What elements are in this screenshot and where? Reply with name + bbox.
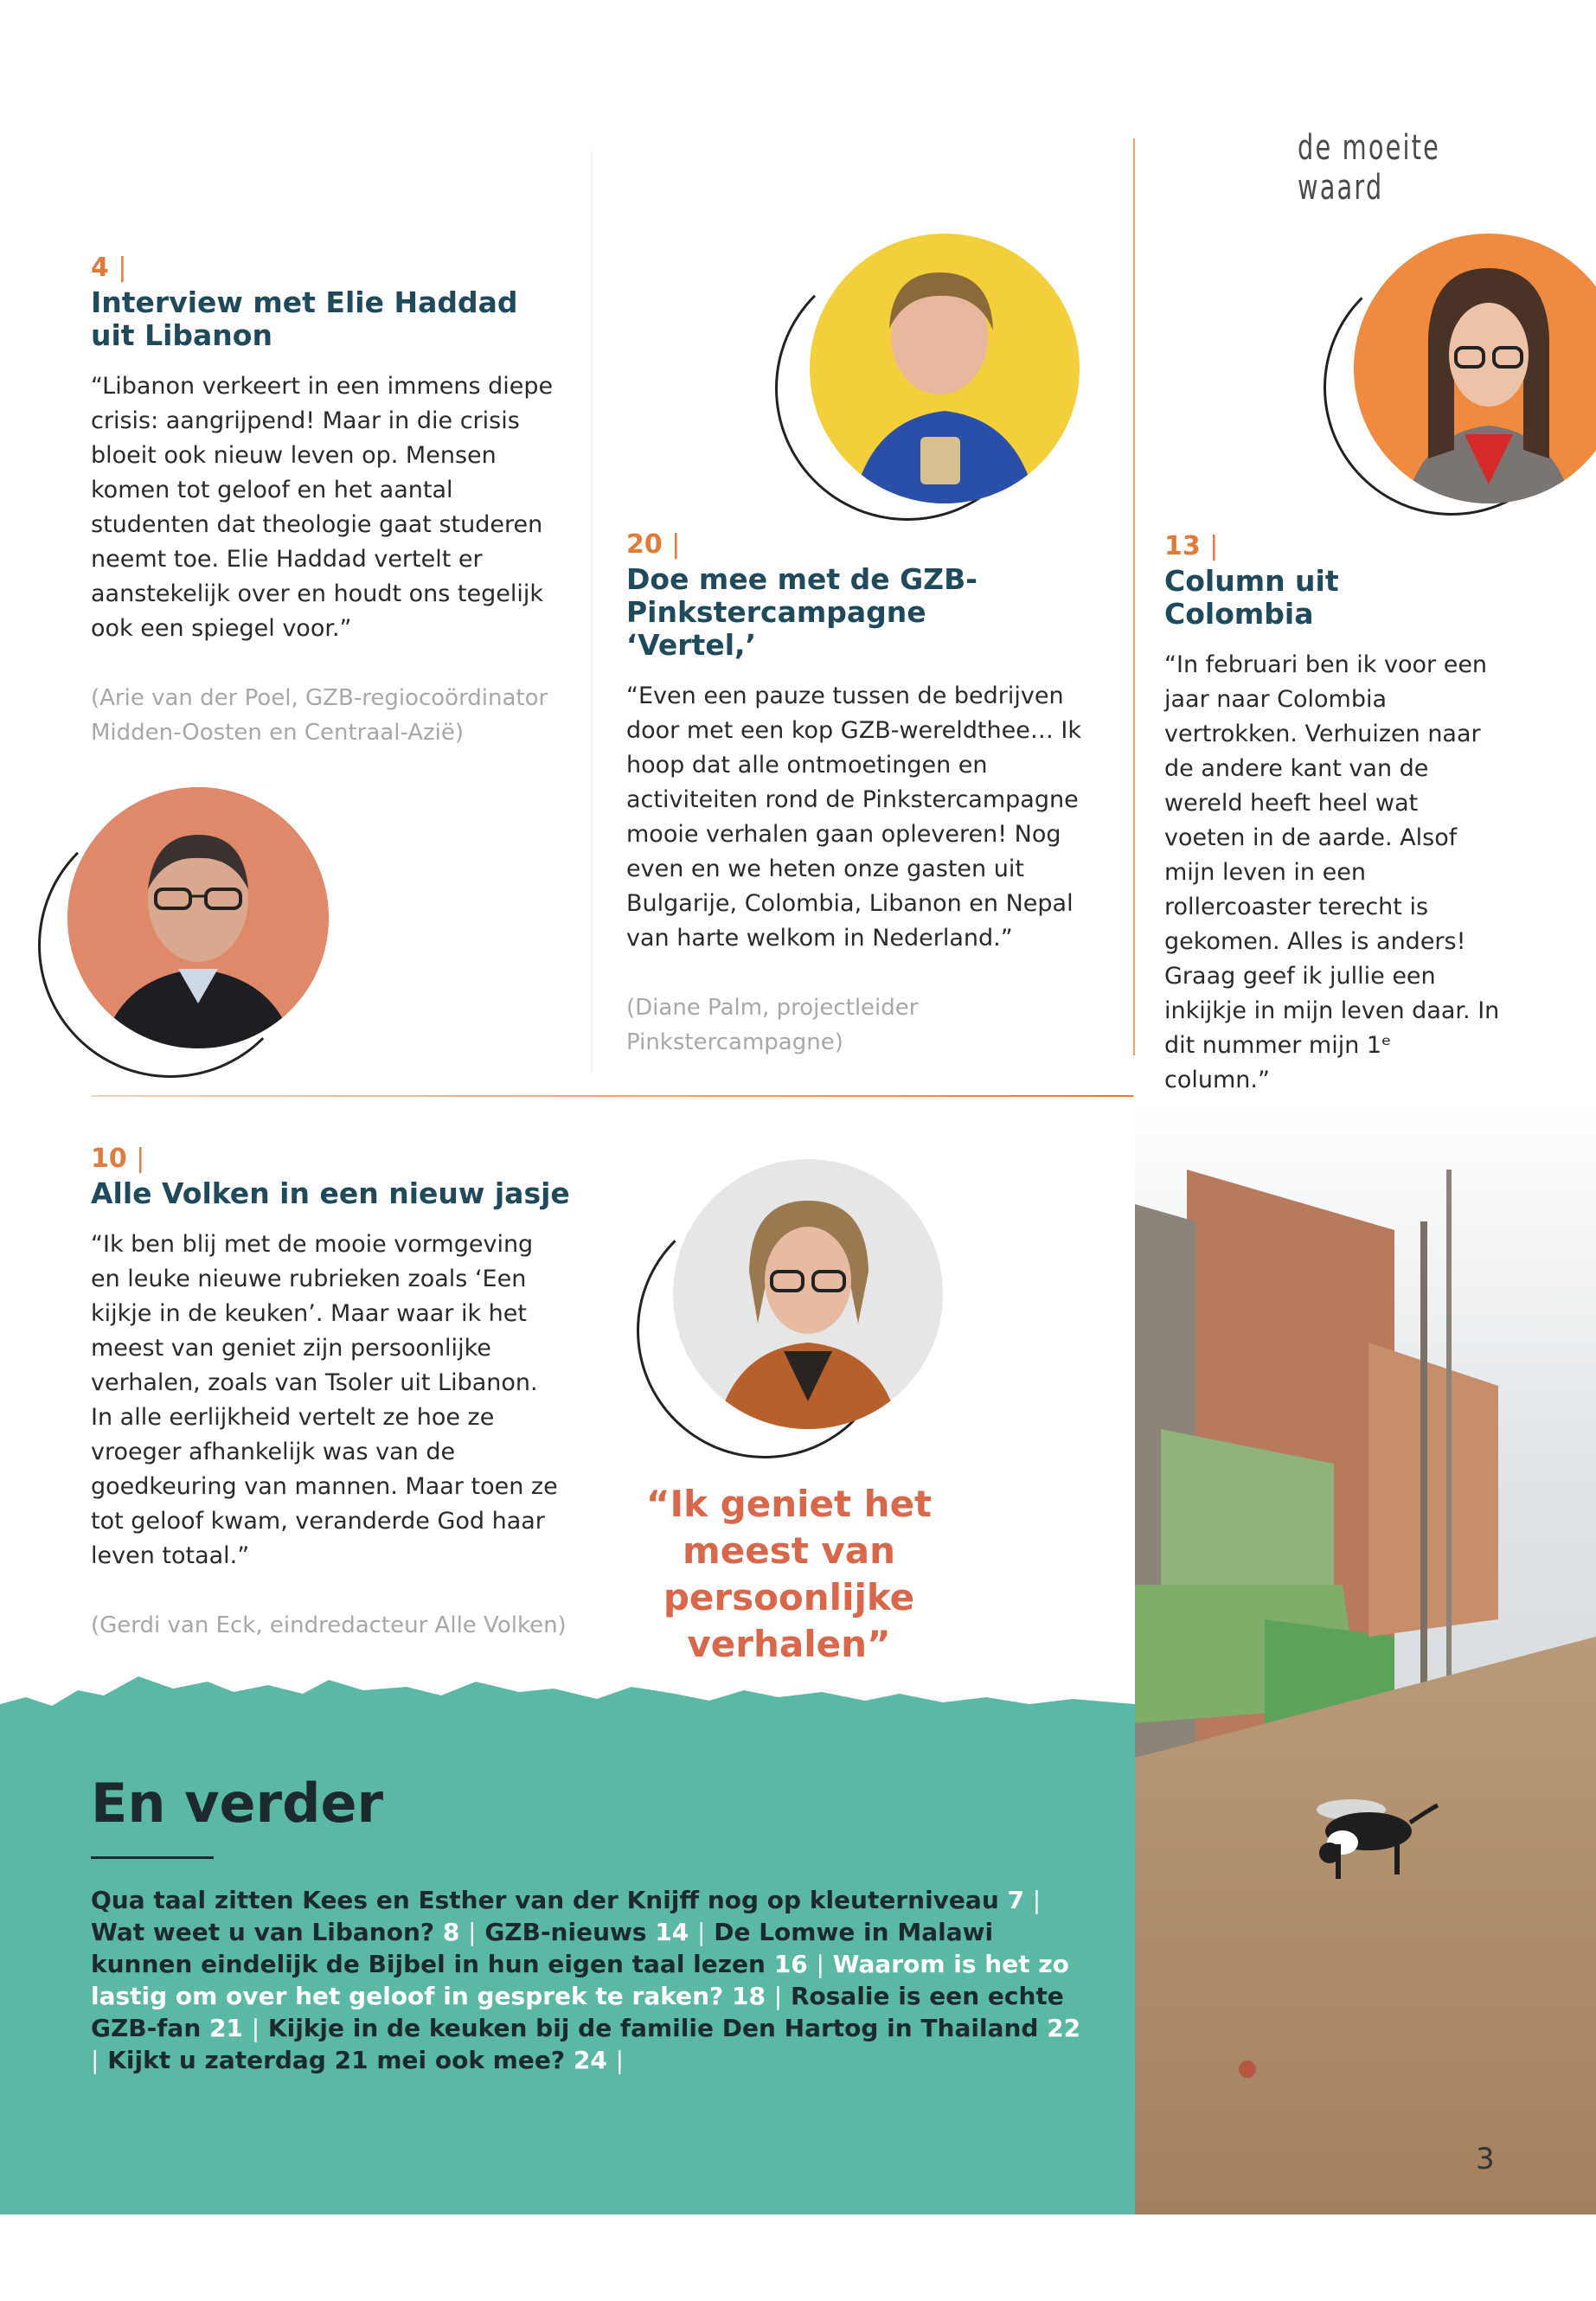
article-citation: (Arie van der Poel, GZB-regiocoördinator Midden-Oosten en Centraal-Azië) — [91, 685, 548, 746]
toc-page: 24 — [573, 2046, 607, 2074]
toc-page: 18 — [732, 1982, 766, 2010]
en-verder-list: Qua taal zitten Kees en Esther van der Knijff nog op kleuterniveau 7 | Wat weet u van Libanon? 8 | GZB-nieuws 14 | De Lomwe in Malawi kunnen eindelijk de Bijbel in hun eigen taal lezen 16 | Waarom is het zo lastig om over het geloof in gesprek te raken? 18 | Rosalie is een echte GZB-fan 21 | Kijkje in de keuken bij de familie Den Hartog in Thailand 22 | Kijkt u zaterdag 21 mei ook mee? 24 | — [91, 1886, 1081, 2074]
toc-page: 8 — [442, 1918, 460, 1946]
toc-page: 7 — [1007, 1886, 1024, 1914]
article-alle-volken[interactable] — [91, 1144, 593, 1643]
en-verder-rule — [91, 1856, 214, 1859]
toc-page: 22 — [1047, 2014, 1081, 2042]
toc-item[interactable]: Kijkje in de keuken bij de familie Den Hartog in Thailand — [267, 2014, 1039, 2042]
toc-item[interactable]: GZB-nieuws — [484, 1918, 647, 1946]
toc-item[interactable]: Kijkt u zaterdag 21 mei ook mee? — [107, 2046, 566, 2074]
portrait-gerdi-van-eck — [673, 1159, 943, 1429]
article-citation: (Diane Palm, projectleider Pinkstercampagne) — [626, 995, 919, 1055]
colombia-street-photo — [1135, 1100, 1596, 2214]
article-page-number: 20 | — [626, 529, 681, 560]
row-divider — [91, 1095, 1133, 1097]
toc-item[interactable]: Waarom is het zo lastig om over het geloof in gesprek te raken? — [91, 1950, 1069, 2010]
toc-page: 21 — [209, 2014, 243, 2042]
article-quote: “Libanon verkeert in een immens diepe crisis: aangrijpend! Maar in die crisis bloeit ook nieuw leven op. Mensen komen tot geloof en het aantal studenten dat theologie gaat studeren neemt toe. Elie Haddad vertelt er aanstekelijk over en houdt ons tegelijk ook een spiegel voor.” — [91, 373, 554, 642]
toc-item[interactable]: Rosalie is een echte GZB-fan — [91, 1982, 1064, 2042]
toc-item[interactable]: Qua taal zitten Kees en Esther van der Knijff nog op kleuterniveau — [91, 1886, 999, 1914]
article-interview-elie[interactable] — [91, 253, 558, 750]
column-divider-1 — [591, 151, 593, 1073]
article-quote: “Even een pauze tussen de bedrijven door met een kop GZB-wereldthee… Ik hoop dat alle ontmoetingen en activiteiten rond de Pinkstercampagne mooie verhalen gaan opleveren! Nog even en we heten onze gasten uit Bulgarije, Colombia, Libanon en Nepal van harte welkom in Nederland.” — [626, 683, 1082, 952]
pull-quote: “Ik geniet het meest van persoonlijke verhalen” — [645, 1483, 933, 1665]
toc-item[interactable]: De Lomwe in Malawi kunnen eindelijk de Bijbel in hun eigen taal lezen — [91, 1918, 994, 1978]
article-title: Column uit Colombia — [1164, 564, 1339, 631]
column-divider-2 — [1133, 138, 1135, 1055]
toc-page: 14 — [655, 1918, 689, 1946]
portrait-arie-van-der-poel — [67, 787, 329, 1048]
article-title: Doe mee met de GZB-Pinkstercampagne ‘Vertel,’ — [626, 562, 977, 662]
en-verder-heading: En verder — [91, 1772, 384, 1835]
article-page-number: 10 | — [91, 1144, 145, 1174]
article-page-number: 4 | — [91, 253, 127, 283]
toc-item[interactable]: Wat weet u van Libanon? — [91, 1918, 435, 1946]
article-citation: (Gerdi van Eck, eindredacteur Alle Volken) — [91, 1612, 567, 1638]
article-quote: “Ik ben blij met de mooie vormgeving en leuke nieuwe rubrieken zoals ‘Een kijkje in de keuken’. Maar waar ik het meest van geniet zijn persoonlijke verhalen, zoals van Tsoler uit Libanon. In alle eerlijkheid vertelt ze hoe ze vroeger afhankelijk was van de goedkeuring van mannen. Maar toen ze tot geloof kwam, veranderde God haar leven totaal.” — [91, 1231, 558, 1569]
article-quote: “In februari ben ik voor een jaar naar Colombia vertrokken. Verhuizen naar de andere kant van de wereld heeft heel wat voeten in de aarde. Alsof mijn leven in een rollercoaster terecht is gekomen. Alles is anders! Graag geef ik jullie een inkijkje in mijn leven daar. In dit nummer mijn 1ᵉ column.” — [1164, 651, 1500, 1093]
magazine-section-title: de moeite waard — [1298, 128, 1441, 208]
article-title: Interview met Elie Haddad uit Libanon — [91, 285, 518, 352]
toc-page: 16 — [773, 1950, 808, 1978]
article-pinkstercampagne[interactable] — [626, 529, 1119, 1060]
article-page-number: 13 | — [1164, 531, 1219, 561]
article-title: Alle Volken in een nieuw jasje — [91, 1176, 570, 1210]
torn-paper-edge — [0, 1670, 1135, 1721]
portrait-diane-palm — [810, 234, 1080, 503]
page-number: 3 — [1476, 2142, 1495, 2176]
